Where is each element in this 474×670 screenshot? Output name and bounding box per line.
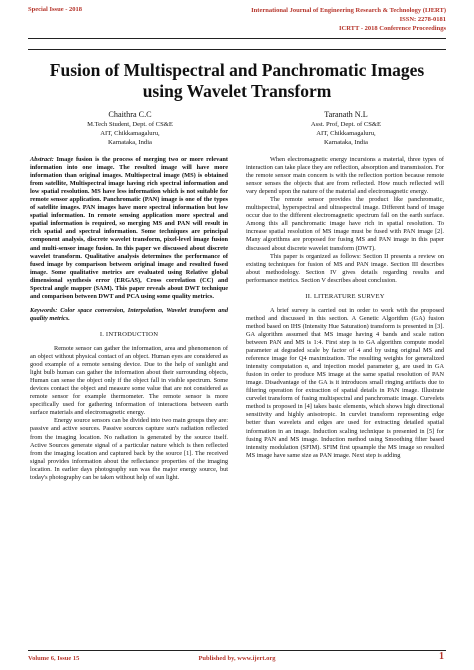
journal-info [251,6,446,33]
section-heading-introduction: I. INTRODUCTION [99,330,159,338]
intro-paragraph-2: Energy source sensors can be divided into two main groups they are: passive and active sources. Passive sources capture sun's radiation reflected from the imaging location. No radiation is generated by the source itself. Active Sources generate signal of a particular nature which is then reflected from the imaging location and captured back by the source [1]. The received signal provides information about the reflectance properties of the imaging location. In earlier days photography sun was the major energy source, but today's photography can be taken without help of sun light. [30,417,228,481]
author-location: Karnataka, India [324,139,368,146]
abstract-label: Abstract: [30,156,54,163]
page-number: 1 [439,651,444,662]
title-line-2: using Wavelet Transform [142,81,332,101]
paper-title [20,60,454,102]
author-institute: AIT, Chikkamagaluru, [100,130,160,137]
issn: ISSN: 2278-0181 [399,16,446,23]
literature-paragraph: A brief survey is carried out in order to work with the proposed method and discussed in this section. A Genetic Algorithm (GA) fusion method based on IHS (Intensity Hue Saturation) transform is presented in [3]. GA algorithm assumed that MS image having 4 bands and scale ration between PAN and MS is 1:4. First step is to GA algorithm compute model parameter at degraded scale by factor of 4 and by using original MS and reference image for Q4 maximization. The resulting weights for generalized intensity computation α, and injection model parameter g, are used in GA fusion in order to produce MS image at the same spatial resolution of PAN image. Disadvantage of the GA is it introduces small ringing artifacts due to filtering operation for extraction of spatial details in PAN image. Illustrate curvelet transform of fusing multispectral and panchromatic image. Curvelets method is proposed in [4] takes basic elements, which shows high directional sensitivity and highly anisotropic. In curvlet transform representing edge better than wavelets and edges are used for extracting detailed spatial information in an image. Induction scaling technique is presented in [5] for fusing PAN and MS image. Induction method using Smoothing filter based intensity modulation (SFIM). SFIM first upsample the MS image so resulted MS image have same size as PAN image. Next step is adding [246,306,444,459]
body-paragraph-1: When electromagnetic energy incursions a material, three types of interaction can take place they are reflection, absorption and transmission. For the remote sensor main concern is with the reflection portion because remote sensor senses the objects that are from reflected. How much reflected will vary depend upon the nature of the material and electromagnetic energy. [246,156,444,196]
body-paragraph-2: The remote sensor provides the product like panchromatic, multispectral, hyperspectral and ultraspectral image. Different band of image occur due to the different electromagnetic spectrum fall on the earth surface. Among this all panchromatic image have rich in spatial resolution. To increase spatial resolution of MS image must be fused with PAN image [2]. Many algorithms are proposed for fusing MS and PAN image in this paper discussed about discrete wavelet transform (DWT). [246,196,444,252]
abstract [30,156,228,301]
header-rule-top [28,38,446,39]
left-column [30,156,228,482]
keywords-text: Color space conversion, Interpolation, Wavelet transform and quality metrics. [30,306,229,322]
header-rule-bottom [28,49,446,50]
body-paragraph-3: This paper is organized as follows: Section II presents a review on existing techniques for fusion of MS and PAN image. Section III describes about methodology. Section IV gives details regarding results and performance metrics. Section V describes about conclusion. [246,252,444,284]
title-line-1: Fusion of Multispectral and Panchromatic Images [49,60,425,80]
right-column [246,156,444,460]
author-block-2 [256,109,436,147]
keywords [30,307,228,323]
author-position: M.Tech Student, Dept. of CS&E [87,121,173,128]
journal-name: International Journal of Engineering Research & Technology (IJERT) [251,7,446,14]
author-name: Chaithra C.C [108,110,152,119]
conference-proceedings: ICRTT - 2018 Conference Proceedings [338,25,446,32]
keywords-label: Keywords: [30,306,58,314]
author-location: Karnataka, India [108,139,152,146]
footer-publisher: Published by, www.ijert.org [198,655,276,662]
section-heading-literature-survey: II. LITERATURE SURVEY [305,292,385,300]
abstract-text: Image fusion is the process of merging two or more relevant information into one image. The resulted image will have more information than original images. Multispectral image (MS) is obtained from satellite, Multispectral image having rich spectral information and low spatial resolution. MS have less information which is not suitable for remote sensor application. Panchromatic (PAN) image is one of the types of satellite images. PAN images have more spectral information but low spatial information. In remote sensing application more spectral and spatial information is required, so merging MS and PAN will result in rich spatial and spectral information. Some techniques are principal component analysis, discrete wavelet transform, pixel-level image fusion and multi-sensor image fusion. In this paper we discussed about discrete wavelet transform. Qualitative analysis determines the performance of fused image by comparison between original image and resulted fused image. Some qualitative metrics are evaluated using Relative global dimensional synthesis error (ERGAS), Cross correlation (CC) and Spectral angle mapper (SAM). This paper reveals about DWT technique and comparison between DWT and PCA using some quality metrics. [30,156,228,300]
issue-label: Special Issue - 2018 [28,6,82,13]
page-header [28,6,446,46]
author-block-1 [40,109,220,147]
author-name: Taranath N.L [324,110,368,119]
footer-volume: Volume 6, Issue 15 [28,655,80,662]
author-institute: AIT, Chikkamagaluru, [316,130,376,137]
footer-rule [28,650,446,651]
author-position: Asst. Prof, Dept. of CS&E [310,121,382,128]
intro-paragraph-1: Remote sensor can gather the information, area and phenomenon of an object without physical contact of an object. Human eyes are considered as good example of a remote sensing device. Due to the help of sunlight and light bulb human can gather the information about their surrounding objects, Human can sense the object only if the object fall in visible spectrum. Some devices contact the object and measure some value that are not considered as remote sensor for example thermometer. The remote sensor is more specifically used for gathering information of interactions between earth surface materials and electromagnetic energy. [30,344,228,417]
